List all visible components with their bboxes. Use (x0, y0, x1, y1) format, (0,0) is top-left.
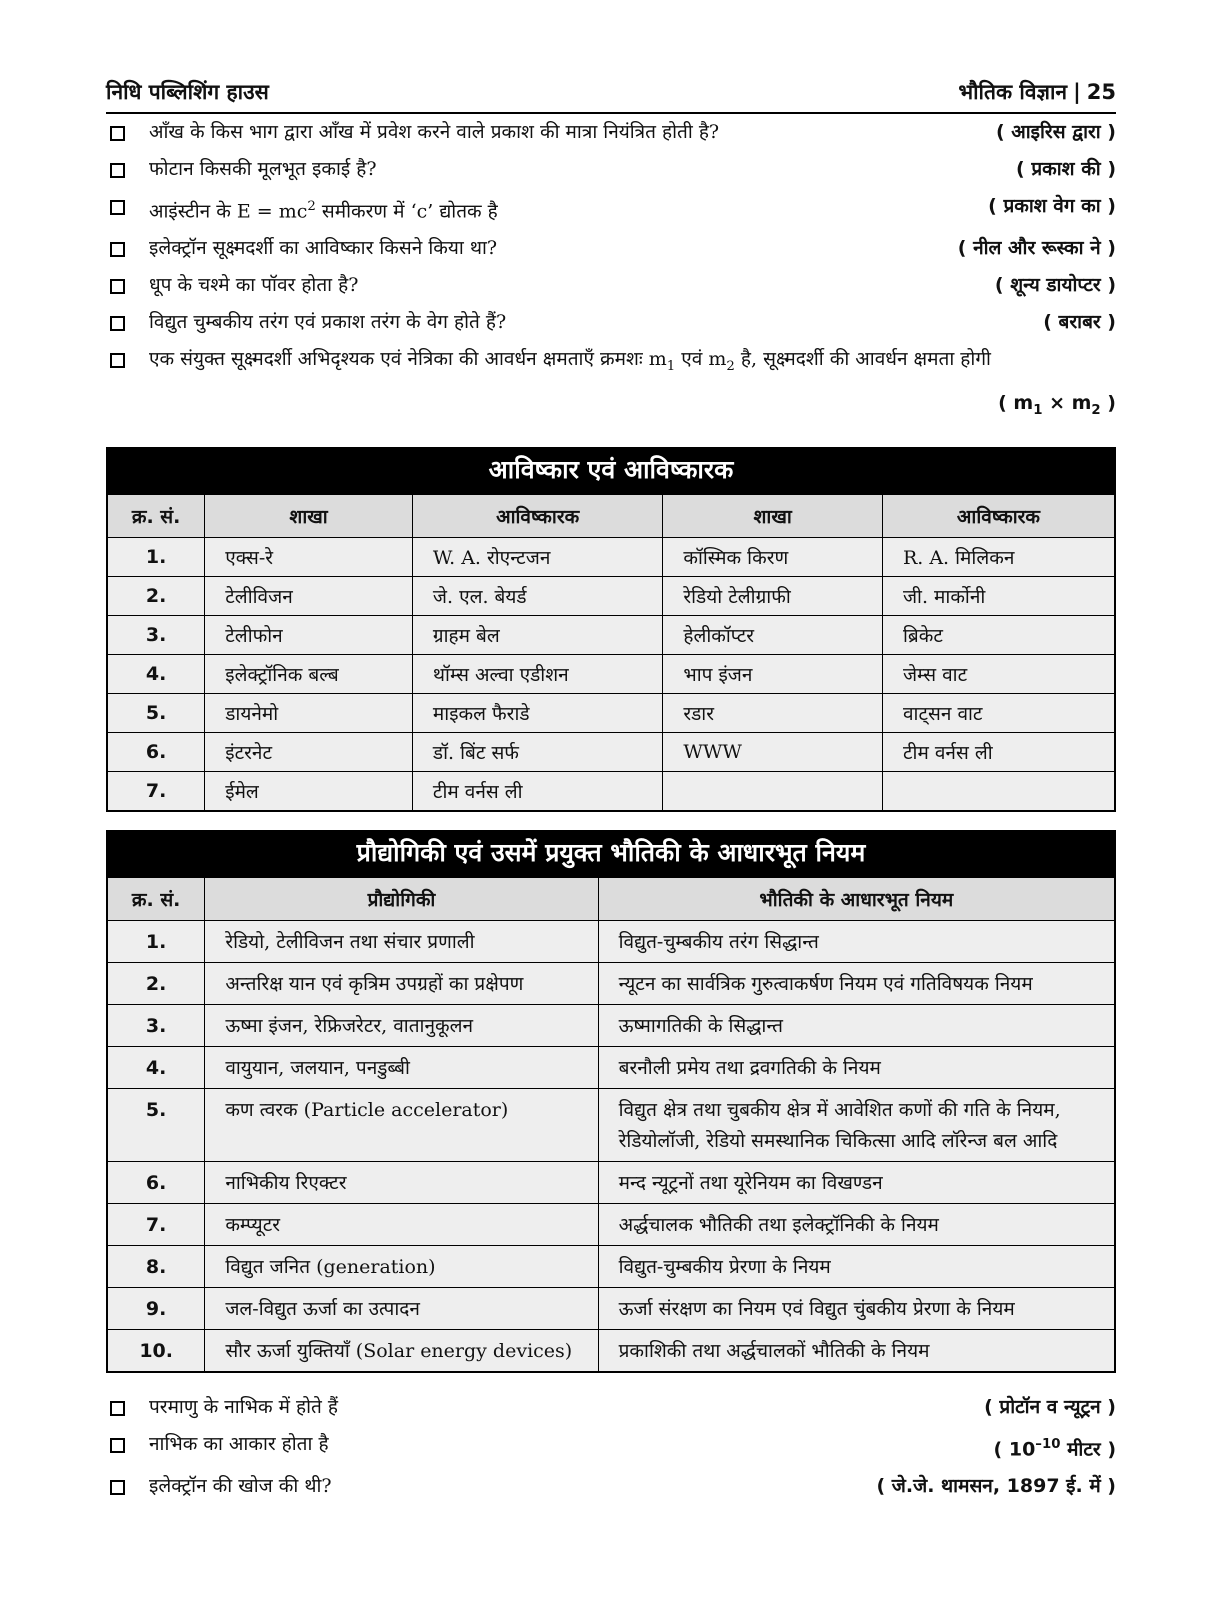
row-number: 6. (107, 732, 205, 771)
table-row (107, 1046, 1115, 1088)
row-number: 7. (107, 771, 205, 811)
checkbox-bullet-icon (110, 279, 125, 294)
table-row (107, 537, 1115, 576)
question-list-bottom (106, 1389, 1116, 1505)
table-cell: टीम वर्नस ली (412, 771, 662, 811)
table-cell: अर्द्धचालक भौतिकी तथा इलेक्ट्रॉनिकी के नियम (598, 1203, 1115, 1245)
table-cell: टीम वर्नस ली (882, 732, 1115, 771)
column-header: प्रौद्योगिकी (205, 877, 598, 921)
table-row (107, 920, 1115, 962)
column-header: क्र. सं. (107, 494, 205, 538)
table-row (107, 1004, 1115, 1046)
table-cell: W. A. रोएन्टजन (412, 537, 662, 576)
row-number: 5. (107, 693, 205, 732)
list-item: विद्युत चुम्बकीय तरंग एवं प्रकाश तरंग के वेग होते हैं? ( बराबर ) (106, 304, 1116, 341)
row-number: 6. (107, 1161, 205, 1203)
row-number: 3. (107, 615, 205, 654)
table-row (107, 654, 1115, 693)
list-item: धूप के चश्मे का पॉवर होता है? ( शून्य डायोप्टर ) (106, 267, 1116, 304)
table-cell: टेलीफोन (205, 615, 413, 654)
subject-title: भौतिक विज्ञान (958, 80, 1068, 104)
checkbox-bullet-icon (110, 126, 125, 141)
table-cell (882, 771, 1115, 811)
table-row (107, 693, 1115, 732)
table-cell: विद्युत जनित (generation) (205, 1245, 598, 1287)
table-cell: ऊष्मा इंजन, रेफ्रिजरेटर, वातानुकूलन (205, 1004, 598, 1046)
list-item: इलेक्ट्रॉन सूक्ष्मदर्शी का आविष्कार किसने किया था? ( नील और रूस्का ने ) (106, 230, 1116, 267)
technology-laws-table (106, 830, 1116, 1373)
table-cell: ग्राहम बेल (412, 615, 662, 654)
checkbox-bullet-icon (110, 316, 125, 331)
table-cell: ईमेल (205, 771, 413, 811)
table-row (107, 1329, 1115, 1372)
checkbox-bullet-icon (110, 163, 125, 178)
table-cell: R. A. मिलिकन (882, 537, 1115, 576)
table-cell: एक्स-रे (205, 537, 413, 576)
row-number: 1. (107, 920, 205, 962)
question-list-top (106, 114, 1116, 429)
column-header: शाखा (663, 494, 883, 538)
table-cell: WWW (663, 732, 883, 771)
table-cell: प्रकाशिकी तथा अर्द्धचालकों भौतिकी के नियम (598, 1329, 1115, 1372)
table-row (107, 576, 1115, 615)
table-cell: डायनेमो (205, 693, 413, 732)
table-cell: सौर ऊर्जा युक्तियाँ (Solar energy devices) (205, 1329, 598, 1372)
checkbox-bullet-icon (110, 1401, 125, 1416)
page (106, 78, 1116, 1505)
table-cell: विद्युत-चुम्बकीय तरंग सिद्धान्त (598, 920, 1115, 962)
list-item: नाभिक का आकार होता है ( $10^{-10}$ मीटर ) (106, 1426, 1116, 1468)
checkbox-bullet-icon (110, 1480, 125, 1495)
table-cell: जी. मार्कोनी (882, 576, 1115, 615)
list-item: इलेक्ट्रॉन की खोज की थी? ( जे.जे. थामसन, 1897 ई. में ) (106, 1468, 1116, 1505)
table-row (107, 962, 1115, 1004)
table-cell: विद्युत-चुम्बकीय प्रेरणा के नियम (598, 1245, 1115, 1287)
table-cell: जे. एल. बेयर्ड (412, 576, 662, 615)
table-cell: जेम्स वाट (882, 654, 1115, 693)
table-cell: हेलीकॉप्टर (663, 615, 883, 654)
checkbox-bullet-icon (110, 200, 125, 215)
list-item: फोटान किसकी मूलभूत इकाई है? ( प्रकाश की ) (106, 151, 1116, 188)
column-header: भौतिकी के आधारभूत नियम (598, 877, 1115, 921)
table-row (107, 1088, 1115, 1161)
list-item: आइंस्टीन के $E = mc^2$ समीकरण में ‘c’ द्योतक है ( प्रकाश वेग का ) (106, 188, 1116, 230)
row-number: 7. (107, 1203, 205, 1245)
row-number: 1. (107, 537, 205, 576)
table-cell: इलेक्ट्रॉनिक बल्ब (205, 654, 413, 693)
table-row (107, 615, 1115, 654)
row-number: 4. (107, 1046, 205, 1088)
list-item: एक संयुक्त सूक्ष्मदर्शी अभिदृश्यक एवं नेत्रिका की आवर्धन क्षमताएँ क्रमशः $m_1$ एवं $m_2$ है, सूक्ष्मदर्शी की आवर्धन क्षमता होगी ( $m_1 \times m_2$ ) (106, 341, 1116, 429)
table-cell: विद्युत क्षेत्र तथा चुबकीय क्षेत्र में आवेशित कणों की गति के नियम, रेडियोलॉजी, रेडियो समस्थानिक चिकित्सा आदि लॉरेन्ज बल आदि (598, 1088, 1115, 1161)
inventions-table-title: आविष्कार एवं आविष्कारक (106, 447, 1116, 493)
table-cell: बरनौली प्रमेय तथा द्रवगतिकी के नियम (598, 1046, 1115, 1088)
table-cell: कॉस्मिक किरण (663, 537, 883, 576)
row-number: 9. (107, 1287, 205, 1329)
row-number: 3. (107, 1004, 205, 1046)
table-cell (663, 771, 883, 811)
inventions-table (106, 447, 1116, 812)
header-right: भौतिक विज्ञान | 25 (958, 80, 1116, 104)
checkbox-bullet-icon (110, 242, 125, 257)
publisher-name: निधि पब्लिशिंग हाउस (106, 80, 269, 104)
list-item: परमाणु के नाभिक में होते हैं ( प्रोटॉन व न्यूट्रन ) (106, 1389, 1116, 1426)
row-number: 5. (107, 1088, 205, 1161)
checkbox-bullet-icon (110, 353, 125, 368)
table-cell: रेडियो टेलीग्राफी (663, 576, 883, 615)
table-cell: जल-विद्युत ऊर्जा का उत्पादन (205, 1287, 598, 1329)
row-number: 2. (107, 576, 205, 615)
table-cell: मन्द न्यूट्रनों तथा यूरेनियम का विखण्डन (598, 1161, 1115, 1203)
table-cell: अन्तरिक्ष यान एवं कृत्रिम उपग्रहों का प्रक्षेपण (205, 962, 598, 1004)
table-cell: टेलीविजन (205, 576, 413, 615)
column-header: क्र. सं. (107, 877, 205, 921)
inventions-table-body (107, 537, 1115, 811)
technology-laws-table-title: प्रौद्योगिकी एवं उसमें प्रयुक्त भौतिकी के आधारभूत नियम (106, 830, 1116, 876)
row-number: 2. (107, 962, 205, 1004)
row-number: 8. (107, 1245, 205, 1287)
table-cell: ऊष्मागतिकी के सिद्धान्त (598, 1004, 1115, 1046)
page-number: 25 (1086, 80, 1116, 104)
table-cell: कम्प्यूटर (205, 1203, 598, 1245)
table-cell: ब्रिकेट (882, 615, 1115, 654)
table-cell: कण त्वरक (Particle accelerator) (205, 1088, 598, 1161)
table-cell: भाप इंजन (663, 654, 883, 693)
table-cell: न्यूटन का सार्वत्रिक गुरुत्वाकर्षण नियम एवं गतिविषयक नियम (598, 962, 1115, 1004)
table-cell: वायुयान, जलयान, पनडुब्बी (205, 1046, 598, 1088)
page-header (106, 78, 1116, 114)
table-cell: ऊर्जा संरक्षण का नियम एवं विद्युत चुंबकीय प्रेरणा के नियम (598, 1287, 1115, 1329)
table-cell: रडार (663, 693, 883, 732)
list-item: आँख के किस भाग द्वारा आँख में प्रवेश करने वाले प्रकाश की मात्रा नियंत्रित होती है? ( आइरिस द्वारा ) (106, 114, 1116, 151)
row-number: 10. (107, 1329, 205, 1372)
table-row (107, 771, 1115, 811)
checkbox-bullet-icon (110, 1438, 125, 1453)
table-row (107, 1161, 1115, 1203)
table-cell: माइकल फैराडे (412, 693, 662, 732)
table-cell: वाट्सन वाट (882, 693, 1115, 732)
table-cell: इंटरनेट (205, 732, 413, 771)
table-cell: नाभिकीय रिएक्टर (205, 1161, 598, 1203)
table-row (107, 1245, 1115, 1287)
table-cell: डॉ. बिंट सर्फ (412, 732, 662, 771)
table-row (107, 732, 1115, 771)
column-header: आविष्कारक (412, 494, 662, 538)
technology-laws-table-body (107, 920, 1115, 1372)
row-number: 4. (107, 654, 205, 693)
column-header: शाखा (205, 494, 413, 538)
column-header: आविष्कारक (882, 494, 1115, 538)
table-row (107, 1203, 1115, 1245)
table-cell: रेडियो, टेलीविजन तथा संचार प्रणाली (205, 920, 598, 962)
table-cell: थॉम्स अल्वा एडीशन (412, 654, 662, 693)
table-row (107, 1287, 1115, 1329)
